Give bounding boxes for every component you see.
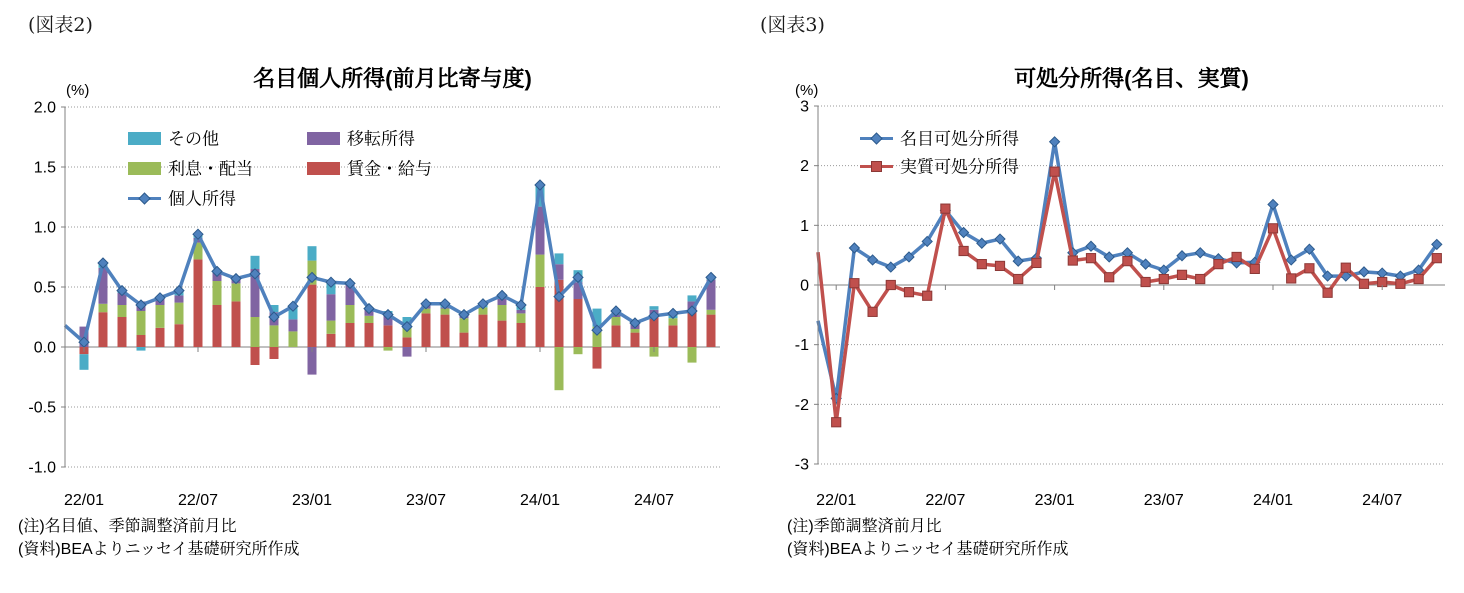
bar-segment-transfer_income	[289, 319, 298, 331]
legend-label-interest_dividends: 利息・配当	[168, 159, 253, 179]
marker-real_disposable_income	[1105, 273, 1114, 282]
bar-segment-interest_dividends	[384, 347, 393, 351]
bar-segment-interest_dividends	[555, 347, 564, 390]
bar-segment-interest_dividends	[213, 281, 222, 305]
figure-3	[732, 0, 1464, 593]
marker-real_disposable_income	[1032, 258, 1041, 267]
bar-segment-wages	[479, 315, 488, 347]
x-tick-label: 22/01	[816, 492, 857, 509]
figure-3-title: 可処分所得(名目、実質)	[1014, 66, 1249, 91]
bar-segment-interest_dividends	[460, 318, 469, 332]
bar-segment-wages	[213, 305, 222, 347]
bar-segment-wages	[308, 285, 317, 347]
y-tick-label: 2	[800, 158, 809, 176]
x-tick-label: 23/01	[1034, 492, 1075, 509]
bar-segment-transfer_income	[327, 294, 336, 320]
legend-label-transfer_income: 移転所得	[347, 129, 415, 149]
marker-real_disposable_income	[886, 280, 895, 289]
bar-segment-wages	[175, 324, 184, 347]
marker-real_disposable_income	[1177, 270, 1186, 279]
marker-real_disposable_income	[1359, 279, 1368, 288]
marker-real_disposable_income	[977, 260, 986, 269]
marker-real_disposable_income	[1196, 274, 1205, 283]
bar-segment-interest_dividends	[137, 311, 146, 335]
marker-real_disposable_income	[1323, 288, 1332, 297]
bar-segment-wages	[498, 321, 507, 347]
bar-segment-interest_dividends	[270, 325, 279, 347]
bar-segment-wages	[536, 287, 545, 347]
y-tick-label: 1.0	[33, 219, 56, 237]
marker-real_disposable_income	[1341, 263, 1350, 272]
marker-real_disposable_income	[1123, 257, 1132, 266]
bar-segment-interest_dividends	[631, 329, 640, 333]
x-tick-label: 23/01	[291, 492, 333, 509]
bar-segment-interest_dividends	[346, 305, 355, 323]
marker-real_disposable_income	[832, 418, 841, 427]
marker-real_disposable_income	[995, 261, 1004, 270]
marker-real_disposable_income	[850, 279, 859, 288]
bar-segment-other	[251, 256, 260, 269]
bar-segment-interest_dividends	[707, 310, 716, 315]
marker-nominal_disposable_income	[1377, 268, 1387, 278]
bar-segment-wages	[384, 325, 393, 347]
bar-segment-interest_dividends	[251, 317, 260, 347]
marker-real_disposable_income	[1432, 254, 1441, 263]
bar-segment-wages	[365, 323, 374, 347]
marker-real_disposable_income	[1414, 274, 1423, 283]
bar-segment-wages	[118, 317, 127, 347]
figure-2-note-1: (注)名目値、季節調整済前月比	[18, 518, 237, 535]
x-tick-label: 23/07	[1143, 492, 1184, 509]
x-tick-label: 24/07	[633, 492, 675, 509]
marker-real_disposable_income	[1014, 274, 1023, 283]
bar-segment-wages	[441, 315, 450, 347]
y-tick-label: 0	[800, 277, 809, 295]
bar-segment-interest_dividends	[536, 255, 545, 287]
marker-real_disposable_income	[1050, 167, 1059, 176]
x-tick-label: 22/01	[63, 492, 105, 509]
legend-swatch-other	[128, 132, 161, 145]
marker-nominal_disposable_income	[1195, 248, 1205, 258]
marker-real_disposable_income	[1214, 260, 1223, 269]
bar-segment-wages	[327, 334, 336, 347]
legend-swatch-interest_dividends	[128, 162, 161, 175]
legend-marker-personal_income	[139, 193, 150, 204]
figure-2-note-2: (資料)BEAよりニッセイ基礎研究所作成	[18, 541, 300, 558]
x-tick-label: 24/01	[519, 492, 561, 509]
bar-segment-interest_dividends	[175, 303, 184, 325]
figure-3-label: (図表3)	[760, 14, 825, 36]
bar-segment-wages	[707, 315, 716, 347]
bar-segment-wages	[251, 347, 260, 365]
bar-segment-wages	[403, 337, 412, 347]
legend-label-real_disposable_income: 実質可処分所得	[900, 157, 1019, 177]
marker-real_disposable_income	[904, 288, 913, 297]
marker-real_disposable_income	[1086, 254, 1095, 263]
bar-segment-wages	[574, 299, 583, 347]
bar-segment-interest_dividends	[99, 304, 108, 312]
x-tick-label: 22/07	[177, 492, 219, 509]
bar-segment-interest_dividends	[498, 305, 507, 321]
marker-real_disposable_income	[1287, 274, 1296, 283]
bar-segment-wages	[612, 325, 621, 347]
bar-segment-interest_dividends	[232, 283, 241, 301]
bar-segment-other	[688, 295, 697, 301]
x-tick-label: 22/07	[925, 492, 966, 509]
marker-real_disposable_income	[923, 291, 932, 300]
marker-real_disposable_income	[959, 246, 968, 255]
bar-segment-wages	[517, 323, 526, 347]
marker-real_disposable_income	[868, 307, 877, 316]
figure-3-note-2: (資料)BEAよりニッセイ基礎研究所作成	[787, 541, 1069, 558]
y-tick-label: 1.5	[33, 159, 56, 177]
legend-label-personal_income: 個人所得	[168, 189, 236, 209]
y-tick-label: 1	[800, 217, 809, 235]
figure-3-note-1: (注)季節調整済前月比	[787, 518, 942, 535]
bar-segment-wages	[232, 301, 241, 347]
legend-label-wages: 賃金・給与	[347, 159, 432, 179]
marker-real_disposable_income	[1268, 224, 1277, 233]
bar-segment-wages	[631, 333, 640, 347]
bar-segment-interest_dividends	[669, 318, 678, 325]
y-tick-label: -1	[794, 337, 809, 355]
y-tick-label: 0.0	[33, 339, 56, 357]
bar-segment-other	[137, 347, 146, 351]
legend-marker-real_disposable_income	[872, 162, 882, 172]
y-tick-label: -3	[794, 456, 809, 474]
bar-segment-wages	[156, 328, 165, 347]
figure-2-label: (図表2)	[28, 14, 93, 36]
x-tick-label: 24/01	[1252, 492, 1294, 509]
bar-segment-wages	[460, 333, 469, 347]
marker-nominal_disposable_income	[1050, 137, 1060, 147]
bar-segment-wages	[593, 347, 602, 369]
y-tick-label: -2	[794, 396, 809, 414]
bar-segment-interest_dividends	[612, 317, 621, 325]
bar-segment-interest_dividends	[327, 321, 336, 334]
y-tick-label: 0.5	[33, 279, 56, 297]
bar-segment-interest_dividends	[517, 313, 526, 323]
marker-real_disposable_income	[1068, 256, 1077, 265]
marker-real_disposable_income	[1250, 264, 1259, 273]
bar-segment-transfer_income	[403, 347, 412, 357]
bar-segment-interest_dividends	[688, 347, 697, 363]
bar-segment-interest_dividends	[118, 305, 127, 317]
figure-3-chart	[732, 95, 1464, 515]
y-tick-label: 2.0	[33, 99, 56, 117]
bar-segment-wages	[422, 313, 431, 347]
marker-real_disposable_income	[1305, 264, 1314, 273]
bar-segment-wages	[270, 347, 279, 359]
marker-real_disposable_income	[1141, 277, 1150, 286]
figure-3-unit-label: (%)	[795, 82, 819, 99]
marker-real_disposable_income	[1232, 252, 1241, 261]
bar-segment-other	[308, 246, 317, 260]
legend-swatch-transfer_income	[307, 132, 340, 145]
marker-real_disposable_income	[941, 204, 950, 213]
bar-segment-wages	[669, 325, 678, 347]
bar-segment-interest_dividends	[289, 331, 298, 347]
y-tick-label: 3	[800, 98, 809, 116]
legend-label-other: その他	[168, 129, 219, 149]
legend-swatch-wages	[307, 162, 340, 175]
bar-segment-other	[555, 253, 564, 264]
bar-segment-wages	[346, 323, 355, 347]
bar-segment-other	[650, 306, 659, 310]
figure-2-unit-label: (%)	[66, 82, 90, 99]
figure-2-title: 名目個人所得(前月比寄与度)	[253, 66, 532, 91]
marker-nominal_disposable_income	[1359, 267, 1369, 277]
y-tick-label: -1.0	[28, 459, 56, 477]
figure-2-chart	[0, 95, 732, 515]
bar-segment-interest_dividends	[365, 316, 374, 323]
x-tick-label: 23/07	[405, 492, 447, 509]
bar-segment-transfer_income	[175, 295, 184, 302]
legend-label-nominal_disposable_income: 名目可処分所得	[900, 129, 1019, 149]
bar-segment-wages	[137, 335, 146, 347]
marker-real_disposable_income	[1159, 274, 1168, 283]
bar-segment-other	[80, 354, 89, 370]
y-tick-label: -0.5	[28, 399, 56, 417]
marker-real_disposable_income	[1396, 279, 1405, 288]
bar-segment-interest_dividends	[574, 347, 583, 354]
bar-segment-interest_dividends	[156, 305, 165, 328]
marker-nominal_disposable_income	[1268, 199, 1278, 209]
x-tick-label: 24/07	[1362, 492, 1403, 509]
legend-marker-nominal_disposable_income	[871, 133, 882, 144]
bar-segment-wages	[99, 312, 108, 347]
bar-segment-wages	[194, 259, 203, 347]
